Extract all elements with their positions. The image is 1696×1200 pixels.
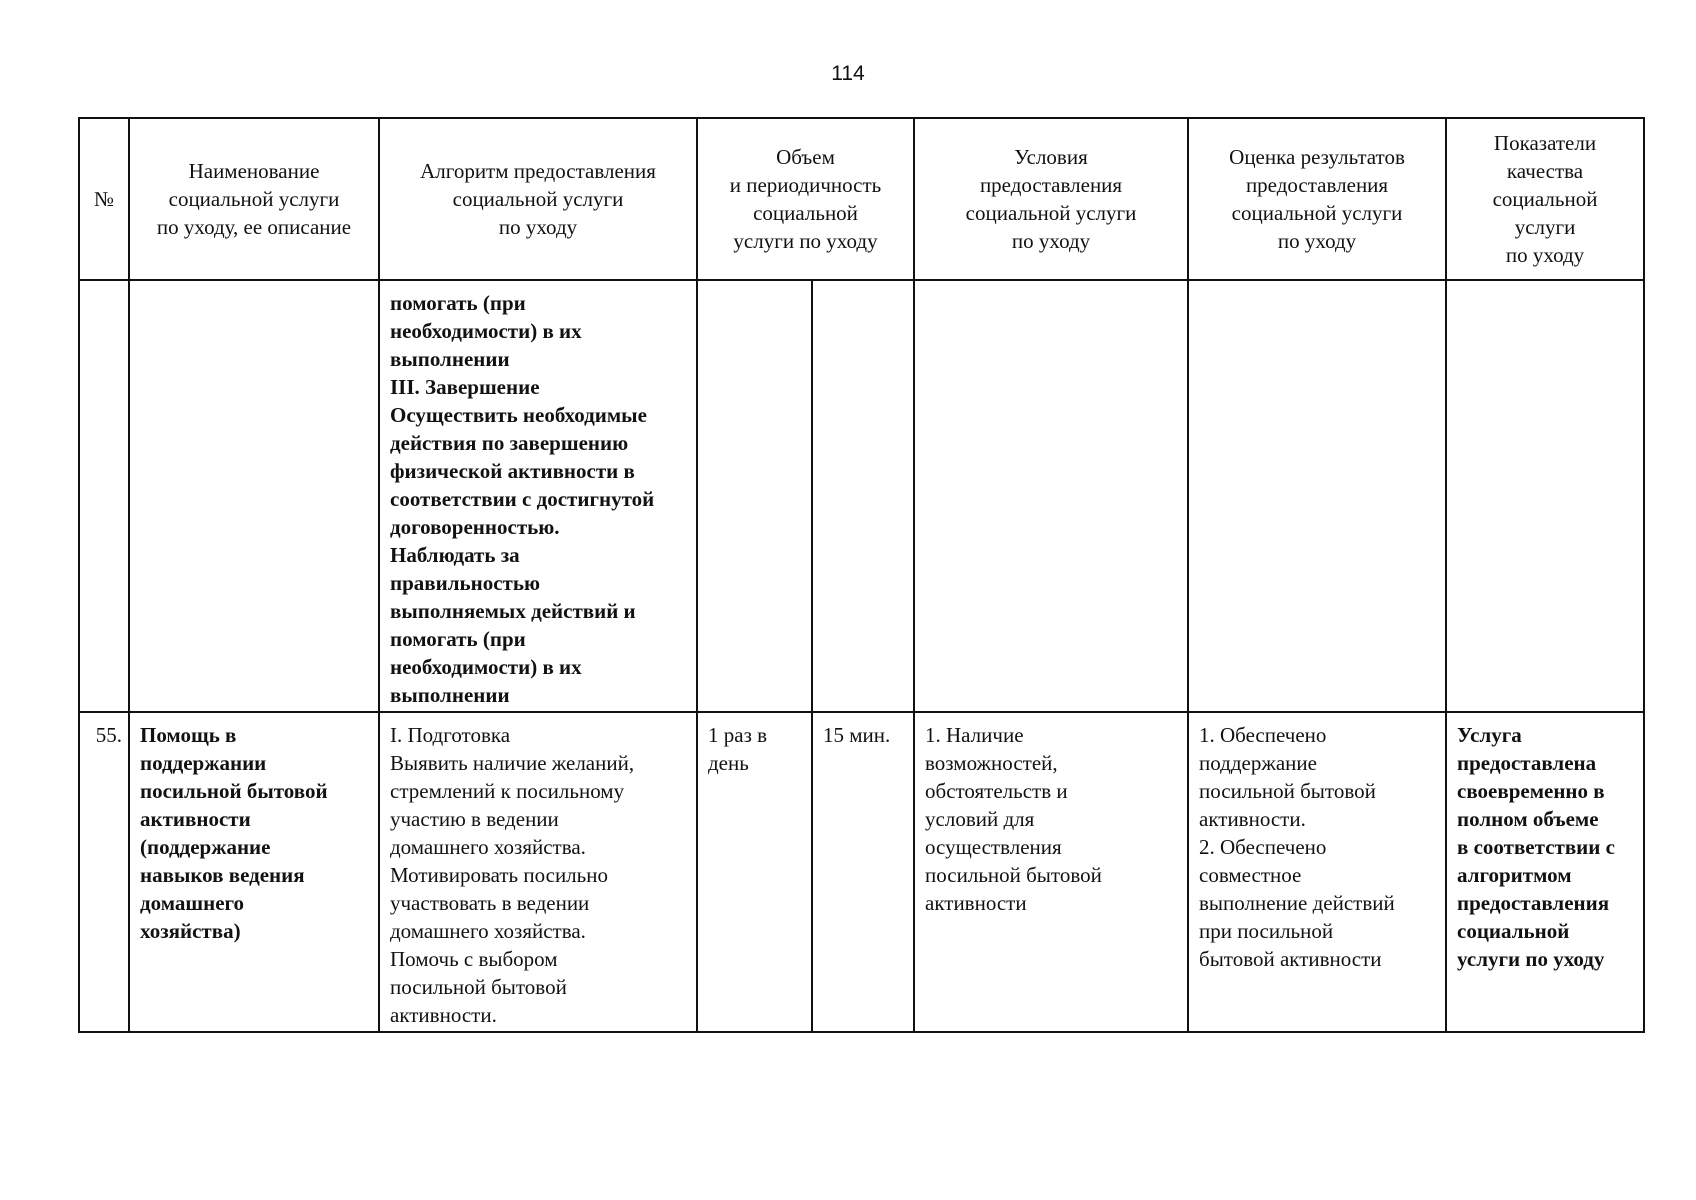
cell-algorithm: I. Подготовка Выявить наличие желаний, стремлений к посильному участию в ведении домашнего хозяйства. Мотивировать посильно участвовать в ведении домашнего хозяйства. Помочь с выбором посильной бытовой активности. <box>379 712 697 1032</box>
table-row <box>79 712 1644 1032</box>
header-evaluation: Оценка результатов предоставления социальной услуги по уходу <box>1188 118 1446 280</box>
cell-evaluation <box>1188 280 1446 712</box>
cell-algorithm: помогать (при необходимости) в их выполнении III. Завершение Осуществить необходимые действия по завершению физической активности в соответствии с достигнутой договоренностью. Наблюдать за правильностью выполняемых действий и помогать (при необходимости) в их выполнении <box>379 280 697 712</box>
cell-frequency: 1 раз в день <box>697 712 812 1032</box>
cell-evaluation: 1. Обеспечено поддержание посильной бытовой активности. 2. Обеспечено совместное выполнение действий при посильной бытовой активности <box>1188 712 1446 1032</box>
page-number: 114 <box>831 62 865 85</box>
services-table <box>78 117 1645 1033</box>
cell-duration <box>812 280 914 712</box>
table-header-row <box>79 118 1644 280</box>
cell-conditions <box>914 280 1188 712</box>
header-conditions: Условия предоставления социальной услуги по уходу <box>914 118 1188 280</box>
cell-frequency <box>697 280 812 712</box>
header-quality: Показатели качества социальной услуги по уходу <box>1446 118 1644 280</box>
cell-name: Помощь в поддержании посильной бытовой активности (поддержание навыков ведения домашнего хозяйства) <box>129 712 379 1032</box>
header-volume: Объем и периодичность социальной услуги по уходу <box>697 118 914 280</box>
table-row <box>79 280 1644 712</box>
header-num: № <box>79 118 129 280</box>
cell-name <box>129 280 379 712</box>
cell-quality <box>1446 280 1644 712</box>
cell-conditions: 1. Наличие возможностей, обстоятельств и условий для осуществления посильной бытовой активности <box>914 712 1188 1032</box>
cell-num: 55. <box>79 712 129 1032</box>
header-name: Наименование социальной услуги по уходу, ее описание <box>129 118 379 280</box>
header-algorithm: Алгоритм предоставления социальной услуги по уходу <box>379 118 697 280</box>
cell-quality: Услуга предоставлена своевременно в полном объеме в соответствии с алгоритмом предоставления социальной услуги по уходу <box>1446 712 1644 1032</box>
cell-num <box>79 280 129 712</box>
cell-duration: 15 мин. <box>812 712 914 1032</box>
